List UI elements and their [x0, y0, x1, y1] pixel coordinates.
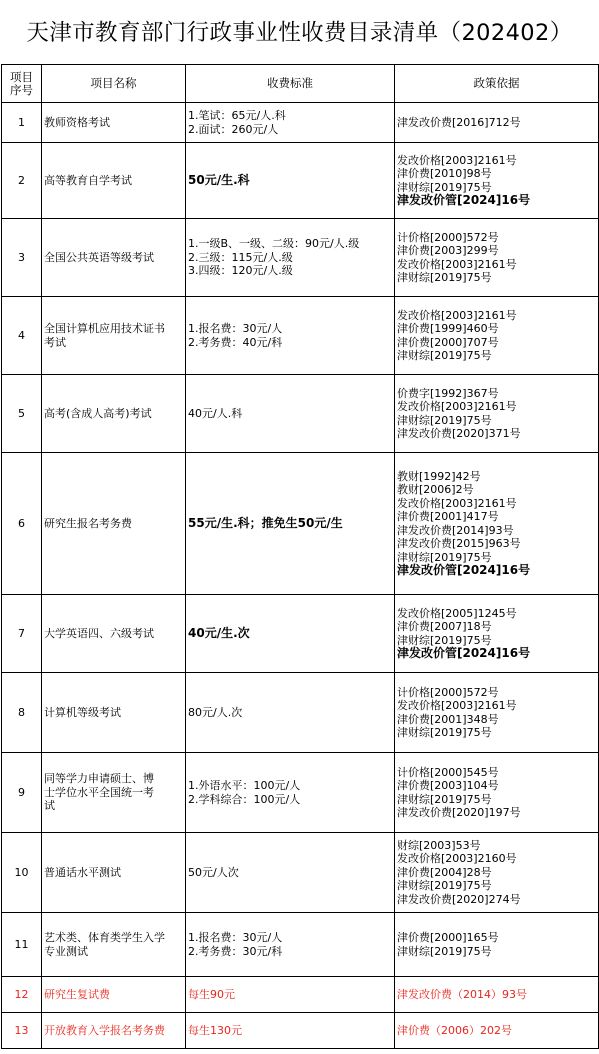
header-row	[2, 65, 599, 103]
row-number: 9	[2, 753, 42, 833]
policy-basis-line: 发改价格[2003]2161号	[397, 699, 517, 712]
item-name-text: 高考(含成人高考)考试	[44, 406, 152, 420]
policy-basis-line: 计价格[2000]572号	[397, 685, 499, 699]
policy-basis-line: 津发改价费[2016]712号	[397, 115, 521, 129]
table-row	[2, 297, 599, 375]
fee-standard-line: 1.外语水平：100元/人	[188, 779, 301, 792]
policy-basis-line: 津发改价费[2020]371号	[397, 427, 521, 440]
policy-basis-line: 价费字[1992]367号	[397, 386, 499, 400]
fee-standard-line: 1.报名费：30元/人	[188, 931, 283, 944]
item-name	[42, 673, 186, 753]
table-row	[2, 1013, 599, 1049]
header-standard: 收费标准	[186, 65, 395, 103]
table-row	[2, 753, 599, 833]
header-no-label: 项目 序号	[10, 69, 33, 97]
row-number: 6	[2, 453, 42, 595]
policy-basis-line: 津发改价管[2024]16号	[397, 646, 531, 660]
policy-basis-line: 津发改价费[2020]197号	[397, 806, 521, 819]
item-name	[42, 1013, 186, 1049]
policy-basis-line: 计价格[2000]572号	[397, 230, 499, 244]
fee-standard	[186, 673, 395, 753]
item-name	[42, 595, 186, 673]
item-name	[42, 833, 186, 913]
policy-basis	[395, 913, 599, 977]
policy-basis-line: 津发改价费[2015]963号	[397, 537, 521, 550]
policy-basis	[395, 595, 599, 673]
policy-basis-line: 发改价格[2003]2161号	[397, 308, 517, 322]
fee-standard	[186, 913, 395, 977]
row-number: 2	[2, 143, 42, 219]
fee-standard-line: 每生90元	[188, 987, 235, 1001]
policy-basis	[395, 977, 599, 1013]
fee-standard-line: 3.四级：120元/人.级	[188, 264, 293, 278]
fee-standard-line: 1.笔试：65元/人.科	[188, 109, 286, 122]
item-name-text: 计算机等级考试	[44, 705, 121, 719]
policy-basis-line: 发改价格[2003]2161号	[397, 496, 517, 510]
policy-basis-line: 津价费[2001]348号	[397, 712, 499, 726]
policy-basis-line: 津发改价管[2024]16号	[397, 563, 531, 577]
fee-standard-line: 每生130元	[188, 1023, 242, 1037]
item-name	[42, 375, 186, 453]
policy-basis-line: 津财综[2019]75号	[397, 180, 492, 194]
policy-basis-line: 津财综[2019]75号	[397, 633, 492, 647]
fee-standard-line: 2.三级：115元/人.级	[188, 250, 293, 264]
policy-basis	[395, 143, 599, 219]
policy-basis-line: 津价费[2003]104号	[397, 779, 499, 792]
policy-basis-line: 津价费[2004]28号	[397, 865, 492, 879]
table-row	[2, 103, 599, 143]
item-name	[42, 913, 186, 977]
policy-basis	[395, 1013, 599, 1049]
fee-standard	[186, 143, 395, 219]
policy-basis-line: 津财综[2019]75号	[397, 413, 492, 427]
policy-basis-line: 财综[2003]53号	[397, 838, 481, 852]
row-number: 7	[2, 595, 42, 673]
policy-basis-line: 津价费[2000]165号	[397, 931, 499, 944]
policy-basis-line: 津发改价费（2014）93号	[397, 987, 527, 1001]
table-row	[2, 453, 599, 595]
table-row	[2, 913, 599, 977]
policy-basis	[395, 753, 599, 833]
fee-standard-line: 40元/生.次	[188, 625, 250, 640]
fee-standard	[186, 977, 395, 1013]
policy-basis-line: 津财综[2019]75号	[397, 879, 492, 893]
fee-standard	[186, 453, 395, 595]
fee-standard-line: 2.面试：260元/人	[188, 122, 279, 136]
fee-standard-line: 2.考务费：40元/科	[188, 335, 283, 349]
header-no	[2, 65, 42, 103]
fee-standard	[186, 103, 395, 143]
table-row	[2, 833, 599, 913]
item-name	[42, 453, 186, 595]
item-name-text: 普通话水平测试	[44, 865, 121, 879]
item-name-text: 教师资格考试	[44, 115, 110, 129]
policy-basis-line: 发改价格[2003]2161号	[397, 400, 517, 413]
item-name	[42, 219, 186, 297]
item-name-text: 高等教育自学考试	[44, 173, 132, 187]
table-row	[2, 673, 599, 753]
policy-basis-line: 发改价格[2005]1245号	[397, 606, 517, 620]
item-name-text: 研究生报名考务费	[44, 516, 132, 530]
item-name-text: 同等学力申请硕士、博士学位水平全国统一考试	[44, 772, 154, 813]
fee-standard-line: 1.报名费：30元/人	[188, 322, 283, 335]
policy-basis-line: 津财综[2019]75号	[397, 349, 492, 362]
policy-basis-line: 津价费[2000]707号	[397, 335, 499, 349]
policy-basis-line: 发改价格[2003]2161号	[397, 257, 517, 271]
item-name-text: 大学英语四、六级考试	[44, 626, 154, 640]
policy-basis-line: 津价费[1999]460号	[397, 322, 499, 335]
fee-standard-line: 40元/人.科	[188, 406, 243, 420]
policy-basis	[395, 375, 599, 453]
policy-basis-line: 津发改价费[2014]93号	[397, 523, 514, 537]
policy-basis-line: 津价费[2003]299号	[397, 244, 499, 257]
fee-standard	[186, 375, 395, 453]
policy-basis-line: 教财[1992]42号	[397, 469, 481, 483]
policy-basis-line: 津价费[2007]18号	[397, 620, 492, 633]
row-number: 1	[2, 103, 42, 143]
item-name-text: 全国计算机应用技术证书考试	[44, 322, 165, 349]
policy-basis	[395, 103, 599, 143]
item-name	[42, 103, 186, 143]
policy-basis	[395, 833, 599, 913]
policy-basis	[395, 453, 599, 595]
fee-standard-line: 55元/生.科；推免生50元/生	[188, 515, 343, 530]
policy-basis-line: 教财[2006]2号	[397, 483, 474, 496]
fee-standard-line: 2.学科综合：100元/人	[188, 792, 301, 806]
table-row	[2, 143, 599, 219]
row-number: 8	[2, 673, 42, 753]
fee-table	[1, 64, 599, 1049]
item-name	[42, 753, 186, 833]
header-basis: 政策依据	[395, 65, 599, 103]
table-row	[2, 595, 599, 673]
page-title: 天津市教育部门行政事业性收费目录清单（202402）	[26, 20, 573, 46]
row-number: 13	[2, 1013, 42, 1049]
item-name	[42, 143, 186, 219]
policy-basis-line: 津价费（2006）202号	[397, 1023, 512, 1037]
table-row	[2, 977, 599, 1013]
fee-standard-line: 50元/人次	[188, 865, 239, 879]
table-row	[2, 219, 599, 297]
table-row	[2, 375, 599, 453]
fee-standard-line: 50元/生.科	[188, 172, 250, 187]
header-name: 项目名称	[42, 65, 186, 103]
item-name-text: 全国公共英语等级考试	[44, 250, 154, 264]
fee-standard	[186, 595, 395, 673]
item-name-text: 艺术类、体育类学生入学专业测试	[44, 931, 165, 958]
item-name-text: 开放教育入学报名考务费	[44, 1023, 165, 1037]
item-name-text: 研究生复试费	[44, 987, 110, 1001]
policy-basis-line: 津财综[2019]75号	[397, 550, 492, 564]
row-number: 4	[2, 297, 42, 375]
row-number: 12	[2, 977, 42, 1013]
fee-standard	[186, 219, 395, 297]
policy-basis-line: 津财综[2019]75号	[397, 792, 492, 806]
fee-standard-line: 2.考务费：30元/科	[188, 944, 283, 958]
policy-basis-line: 津财综[2019]75号	[397, 944, 492, 958]
policy-basis-line: 津财综[2019]75号	[397, 726, 492, 739]
policy-basis	[395, 673, 599, 753]
policy-basis-line: 津价费[2010]98号	[397, 167, 492, 180]
policy-basis-line: 发改价格[2003]2161号	[397, 153, 517, 167]
fee-standard	[186, 753, 395, 833]
fee-standard	[186, 297, 395, 375]
policy-basis-line: 津财综[2019]75号	[397, 271, 492, 284]
row-number: 11	[2, 913, 42, 977]
row-number: 5	[2, 375, 42, 453]
item-name	[42, 297, 186, 375]
policy-basis-line: 发改价格[2003]2160号	[397, 852, 517, 866]
fee-standard	[186, 833, 395, 913]
policy-basis-line: 津发改价管[2024]16号	[397, 193, 531, 207]
policy-basis	[395, 219, 599, 297]
row-number: 10	[2, 833, 42, 913]
policy-basis-line: 计价格[2000]545号	[397, 765, 499, 779]
fee-standard-line: 1.一级B、一级、二级：90元/人.级	[188, 237, 360, 251]
row-number: 3	[2, 219, 42, 297]
item-name	[42, 977, 186, 1013]
policy-basis	[395, 297, 599, 375]
fee-standard	[186, 1013, 395, 1049]
policy-basis-line: 津发改价费[2020]274号	[397, 892, 521, 906]
fee-standard-line: 80元/人.次	[188, 705, 243, 719]
policy-basis-line: 津价费[2001]417号	[397, 510, 499, 523]
